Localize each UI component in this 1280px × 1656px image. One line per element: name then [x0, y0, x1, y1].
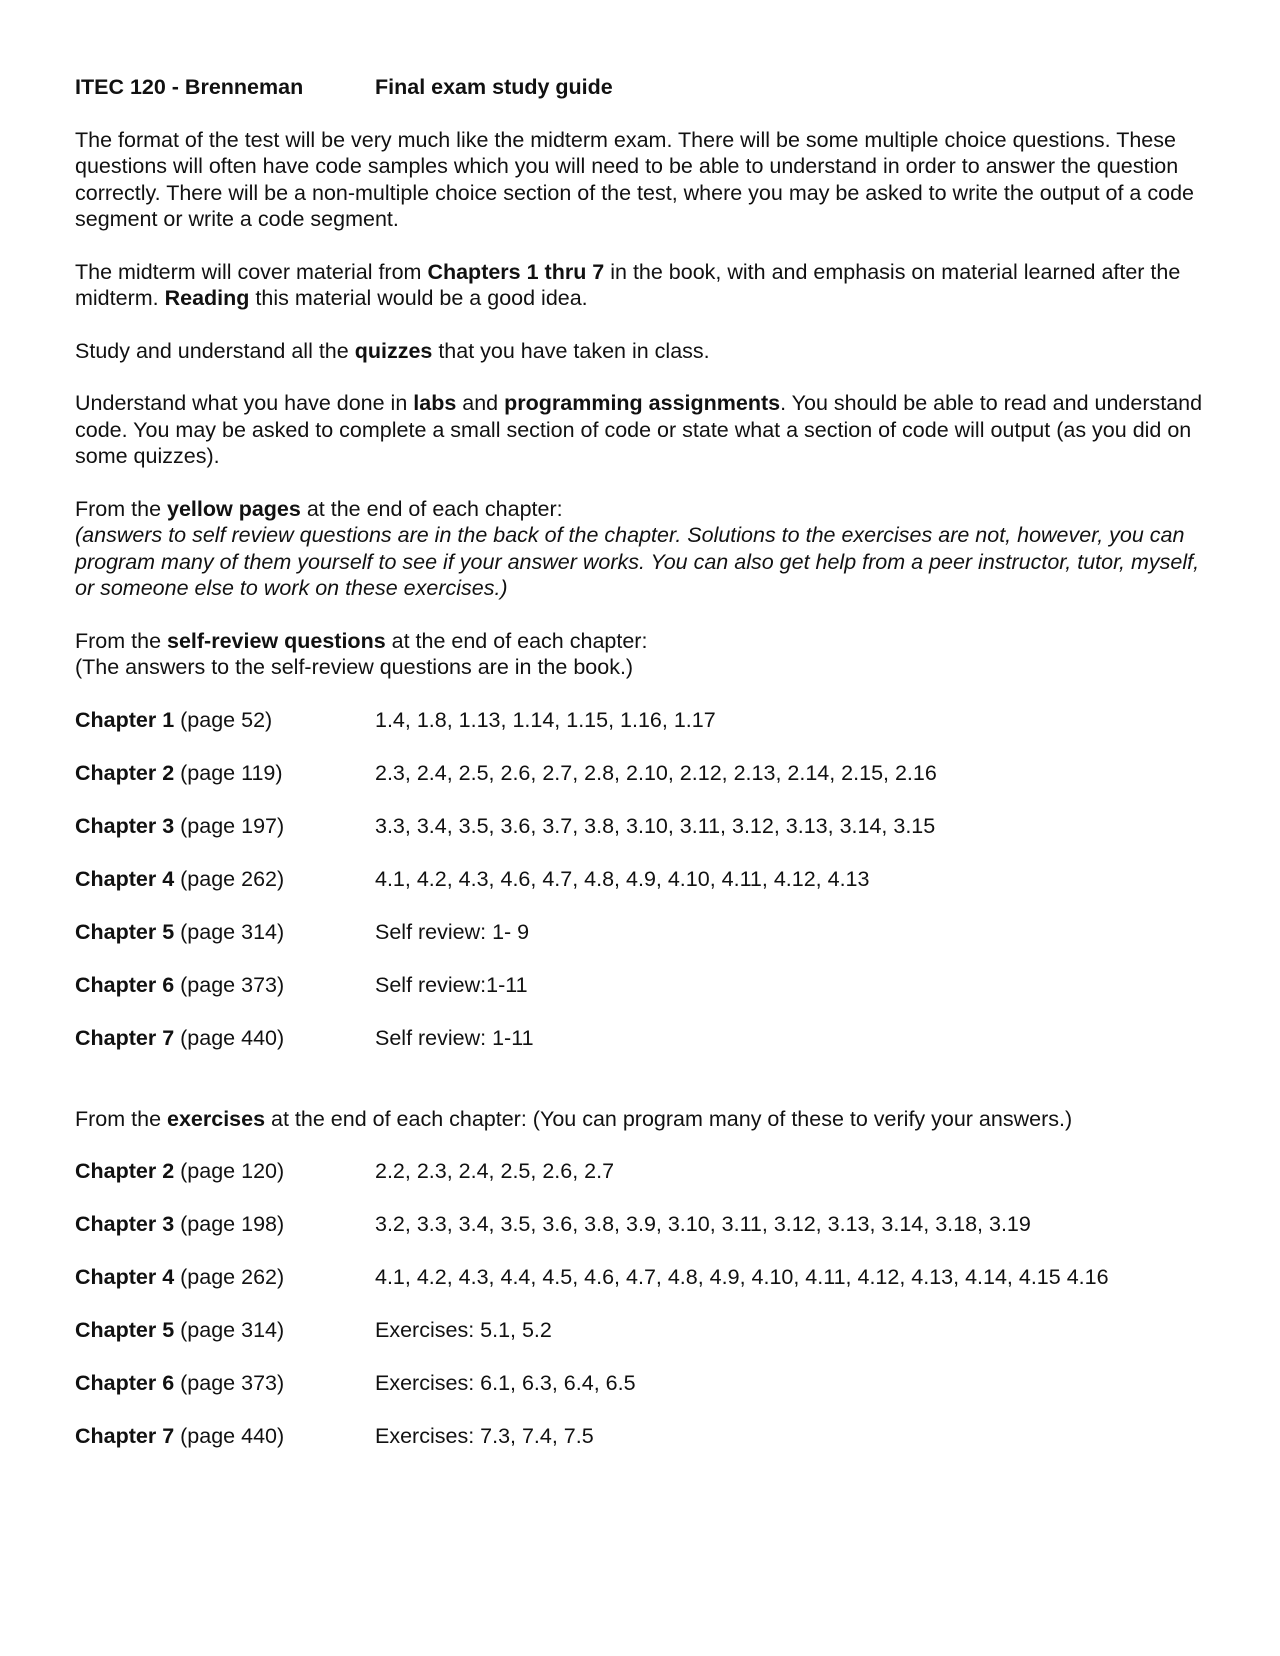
chapter-label: Chapter 7 [75, 1025, 175, 1050]
chapter-items: Self review:1-11 [375, 972, 528, 997]
chapter-items: Self review: 1-11 [375, 1025, 534, 1050]
chapter-label: Chapter 4 [75, 866, 175, 891]
self-review-text-1: From the [75, 628, 167, 653]
chapter-items: 4.1, 4.2, 4.3, 4.6, 4.7, 4.8, 4.9, 4.10, 4.11, 4.12, 4.13 [375, 866, 870, 891]
chapter-page: (page 314) [174, 1318, 285, 1342]
chapter-page: (page 262) [174, 866, 285, 891]
exercises-list [75, 1158, 1215, 1450]
format-paragraph: The format of the test will be very much like the midterm exam. There will be some multiple choice questions. These questions will often have code samples which you will need to be able to understand in order to answer the question correctly. There will be a non-multiple choice section of the test, where you may be asked to write the output of a code segment or write a code segment. [75, 127, 1194, 231]
yellow-pages-text-2: at the end of each chapter: [300, 496, 563, 521]
exercise-row [75, 1317, 1215, 1344]
chapter-items: 3.3, 3.4, 3.5, 3.6, 3.7, 3.8, 3.10, 3.11, 3.12, 3.13, 3.14, 3.15 [375, 813, 936, 838]
self-review-bold: self-review questions [167, 628, 386, 653]
chapter-page: (page 373) [174, 972, 285, 997]
chapter-page: (page 119) [174, 760, 283, 785]
self-review-row [75, 813, 1215, 840]
chapter-page: (page 373) [174, 1371, 285, 1395]
chapter-items: 1.4, 1.8, 1.13, 1.14, 1.15, 1.16, 1.17 [375, 707, 716, 732]
labs-paragraph [75, 390, 1215, 470]
quizzes-paragraph [75, 338, 1215, 365]
chapter-items: Exercises: 5.1, 5.2 [375, 1318, 552, 1342]
quizzes-text-2: that you have taken in class. [432, 338, 710, 363]
labs-text-1: Understand what you have done in [75, 391, 414, 415]
quizzes-text-1: Study and understand all the [75, 338, 355, 363]
self-review-text-2: at the end of each chapter: [385, 628, 648, 653]
self-review-row [75, 707, 1215, 734]
chapter-items: 4.1, 4.2, 4.3, 4.4, 4.5, 4.6, 4.7, 4.8, 4.9, 4.10, 4.11, 4.12, 4.13, 4.14, 4.15 4.16 [375, 1265, 1109, 1289]
coverage-chapters: Chapters 1 thru 7 [427, 259, 605, 284]
yellow-pages-bold: yellow pages [167, 496, 301, 521]
coverage-text-2: in the book, with and emphasis on material learned after the midterm. [75, 259, 1181, 310]
exercises-text-2: at the end of each chapter: (You can program many of these to verify your answers.) [265, 1106, 1073, 1131]
chapter-page: (page 262) [174, 1265, 285, 1289]
exercise-row [75, 1211, 1215, 1238]
self-review-row [75, 919, 1215, 946]
document-header [75, 74, 1215, 101]
yellow-pages-note: (answers to self review questions are in the back of the chapter. Solutions to the exercises are not, however, you can program many of them yourself to see if your answer works. You can also get help from a peer instructor, tutor, myself, or someone else to work on these exercises.) [75, 523, 1200, 600]
exercises-paragraph [75, 1106, 1215, 1133]
self-review-row [75, 972, 1215, 999]
coverage-text-3: this material would be a good idea. [249, 286, 588, 310]
exercise-row [75, 1158, 1215, 1185]
self-review-row [75, 1025, 1215, 1052]
chapter-label: Chapter 4 [75, 1265, 175, 1289]
chapter-page: (page 120) [174, 1159, 285, 1183]
self-review-list [75, 707, 1215, 1052]
exercise-row [75, 1264, 1215, 1291]
chapter-page: (page 440) [174, 1424, 285, 1448]
exercises-bold: exercises [167, 1106, 266, 1131]
exercises-text-1: From the [75, 1106, 167, 1131]
chapter-items: Exercises: 7.3, 7.4, 7.5 [375, 1424, 594, 1448]
self-review-row [75, 760, 1215, 787]
chapter-items: 3.2, 3.3, 3.4, 3.5, 3.6, 3.8, 3.9, 3.10, 3.11, 3.12, 3.13, 3.14, 3.18, 3.19 [375, 1212, 1031, 1236]
chapter-page: (page 52) [174, 707, 273, 732]
labs-text-2: and [456, 391, 505, 415]
chapter-page: (page 440) [174, 1025, 285, 1050]
section-spacer [75, 1078, 1215, 1106]
chapter-label: Chapter 3 [75, 1212, 175, 1236]
coverage-paragraph [75, 259, 1215, 312]
chapter-label: Chapter 5 [75, 1318, 175, 1342]
course-title: ITEC 120 - Brenneman [75, 75, 304, 99]
programming-assignments-bold: programming assignments [504, 391, 781, 415]
page-title: Final exam study guide [375, 75, 613, 99]
chapter-items: Exercises: 6.1, 6.3, 6.4, 6.5 [375, 1371, 636, 1395]
chapter-page: (page 197) [174, 813, 285, 838]
chapter-items: Self review: 1- 9 [375, 919, 530, 944]
self-review-note: (The answers to the self-review questions are in the book.) [75, 655, 634, 679]
exercise-row [75, 1423, 1215, 1450]
self-review-row [75, 866, 1215, 893]
chapter-label: Chapter 1 [75, 707, 175, 732]
coverage-text-1: The midterm will cover material from [75, 259, 428, 284]
chapter-label: Chapter 7 [75, 1424, 175, 1448]
quizzes-bold: quizzes [354, 338, 433, 363]
chapter-items: 2.3, 2.4, 2.5, 2.6, 2.7, 2.8, 2.10, 2.12, 2.13, 2.14, 2.15, 2.16 [375, 760, 937, 785]
self-review-paragraph [75, 628, 1215, 681]
yellow-pages-text-1: From the [75, 496, 167, 521]
document-page [75, 74, 1215, 1476]
chapter-label: Chapter 6 [75, 1371, 175, 1395]
chapter-label: Chapter 5 [75, 919, 175, 944]
chapter-label: Chapter 2 [75, 1159, 175, 1183]
labs-text-3: . You should be able to read and understand code. You may be asked to complete a small section of code or state what a section of code will output (as you did on some quizzes). [75, 391, 1203, 468]
labs-bold: labs [413, 391, 457, 415]
coverage-reading: Reading [164, 286, 250, 310]
chapter-label: Chapter 6 [75, 972, 175, 997]
chapter-items: 2.2, 2.3, 2.4, 2.5, 2.6, 2.7 [375, 1159, 615, 1183]
chapter-label: Chapter 3 [75, 813, 175, 838]
chapter-label: Chapter 2 [75, 760, 175, 785]
exercise-row [75, 1370, 1215, 1397]
chapter-page: (page 314) [174, 919, 285, 944]
chapter-page: (page 198) [174, 1212, 285, 1236]
yellow-pages-paragraph [75, 496, 1215, 602]
